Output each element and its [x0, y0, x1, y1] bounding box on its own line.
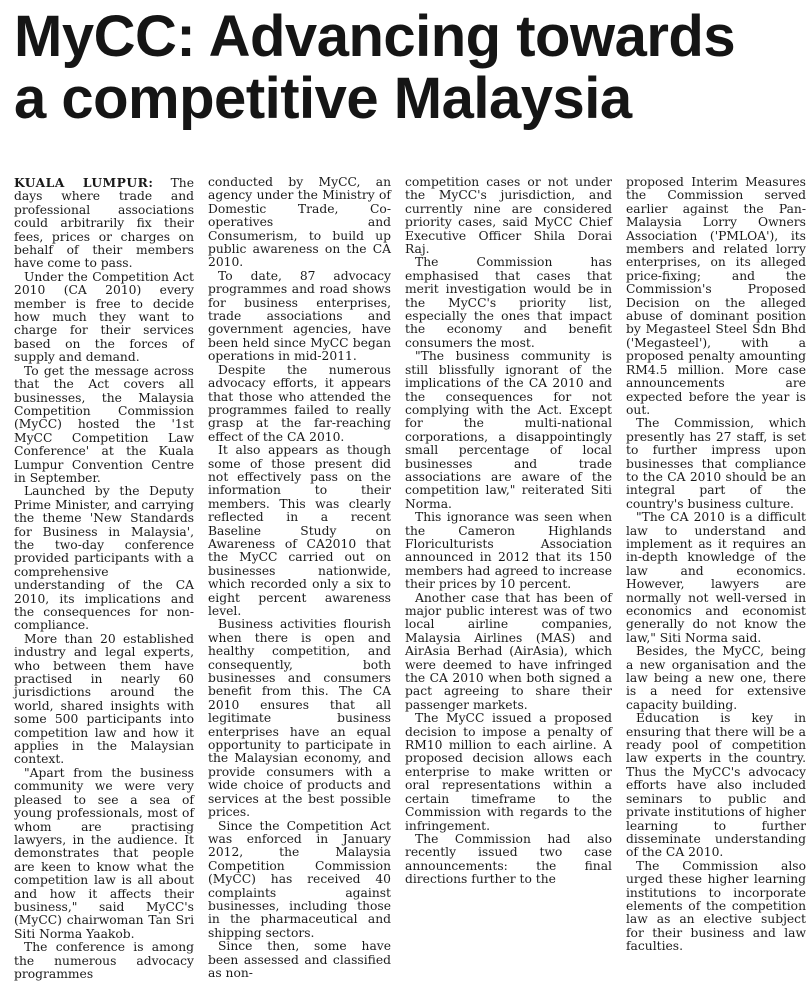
paragraph: Launched by the Deputy Prime Minister, and carrying the theme 'New Standards for Business in Malaysia', the two-day conference provided participants with a comprehensive understanding of the CA 2010, its implications and the consequences for non-compliance.	[14, 484, 194, 633]
paragraph: The Commission has emphasised that cases that merit investigation would be in the MyCC's priority list, especially the ones that impact the economy and benefit consumers the most.	[405, 255, 612, 350]
paragraph	[14, 176, 194, 271]
paragraph: Besides, the MyCC, being a new organisation and the law being a new one, there is a need for extensive capacity building.	[626, 644, 806, 712]
paragraph: competition cases or not under the MyCC's jurisdiction, and currently nine are considered priority cases, said MyCC Chief Executive Officer Shila Dorai Raj.	[405, 175, 612, 257]
paragraph: "Apart from the business community we were very pleased to see a sea of young professionals, most of whom are practising lawyers, in the audience. It demonstrates that people are keen to know what the competition law is all about and how it affects their business," said MyCC's (MyCC) chairwoman Tan Sri Siti Norma Yaakob.	[14, 765, 194, 941]
paragraph: The Commission, which presently has 27 staff, is set to further impress upon businesses that compliance to the CA 2010 should be an integral part of the country's business culture.	[626, 416, 806, 511]
headline-line-2: a competitive Malaysia	[14, 66, 632, 131]
paragraph: The MyCC issued a proposed decision to impose a penalty of RM10 million to each airline. A proposed decision allows each enterprise to make written or oral representations within a certain timeframe to the Commission with regards to the infringement.	[405, 711, 612, 833]
article-columns	[14, 175, 806, 981]
paragraph: Under the Competition Act 2010 (CA 2010) every member is free to decide how much they want to charge for their services based on the forces of supply and demand.	[14, 269, 194, 365]
paragraph: Since then, some have been assessed and classified as non-	[208, 939, 391, 980]
paragraph: Since the Competition Act was enforced in January 2012, the Malaysia Competition Commission (MyCC) has received 40 complaints against businesses, including those in the pharmaceutical and shipping sectors.	[208, 818, 391, 940]
paragraph: The Commission also urged these higher learning institutions to incorporate elements of the competition law as an elective subject for their business and law faculties.	[626, 858, 806, 954]
paragraph: It also appears as though some of those present did not effectively pass on the information to their members. This was clearly reflected in a recent Baseline Study on Awareness of CA2010 that the MyCC carried out on businesses nationwide, which recorded only a six to eight percent awareness level.	[208, 443, 391, 618]
paragraph: "The CA 2010 is a difficult law to understand and implement as it requires an in-depth knowledge of the law and economics. However, lawyers are normally not well-versed in economics and economist generally do not know the law," Siti Norma said.	[626, 510, 806, 645]
paragraph: Despite the numerous advocacy efforts, it appears that those who attended the programmes failed to really grasp at the far-reaching effect of the CA 2010.	[208, 362, 391, 444]
paragraph: Business activities flourish when there is open and healthy competition, and consequently, both businesses and consumers benefit from this. The CA 2010 ensures that all legitimate business enterprises have an equal opportunity to participate in the Malaysian economy, and provide consumers with a wide choice of products and services at the best possible prices.	[208, 617, 391, 820]
paragraph: This ignorance was seen when the Cameron Highlands Floriculturists Association announced in 2012 that its 150 members had agreed to increase their prices by 10 percent.	[405, 510, 612, 592]
column-3	[405, 176, 612, 981]
paragraph: More than 20 established industry and legal experts, who between them have practised in nearly 60 jurisdictions around the world, shared insights with some 500 participants into competition law and how it applies in the Malaysian context.	[14, 631, 194, 767]
column-1	[14, 176, 194, 981]
paragraph: conducted by MyCC, an agency under the Ministry of Domestic Trade, Co-operatives and Consumerism, to build up public awareness on the CA 2010.	[208, 175, 391, 270]
paragraph-text: The days where trade and professional associations could arbitrarily fix their fees, prices or charges on behalf of their members have come to pass.	[14, 176, 194, 271]
paragraph: proposed Interim Measures the Commission served earlier against the Pan-Malaysia Lorry Owners Association ('PMLOA'), its members and related lorry enterprises, on its alleged price-fixing; and the Commission's Proposed Decision on the alleged abuse of dominant position by Megasteel Steel Sdn Bhd ('Megasteel'), with a proposed penalty amounting RM4.5 million. More case announcements are expected before the year is out.	[626, 175, 806, 417]
paragraph: To date, 87 advocacy programmes and road shows for business enterprises, trade associations and government agencies, have been held since MyCC began operations in mid-2011.	[208, 268, 391, 364]
headline	[14, 6, 794, 130]
headline-line-1: MyCC: Advancing towards	[14, 4, 736, 69]
paragraph: Another case that has been of major public interest was of two local airline companies, Malaysia Airlines (MAS) and AirAsia Berhad (AirAsia), which were deemed to have infringed the CA 2010 when both signed a pact agreeing to share their passenger markets.	[405, 590, 612, 712]
column-2	[208, 176, 391, 981]
paragraph: To get the message across that the Act covers all businesses, the Malaysia Competition Commission (MyCC) hosted the '1st MyCC Competition Law Conference' at the Kuala Lumpur Convention Centre in September.	[14, 363, 194, 485]
paragraph: The conference is among the numerous advocacy programmes	[14, 940, 194, 981]
dateline: KUALA LUMPUR:	[14, 175, 154, 190]
paragraph: Education is key in ensuring that there will be a ready pool of competition law experts in the country. Thus the MyCC's advocacy efforts have also included seminars to public and private institutions of higher learning to further disseminate understanding of the CA 2010.	[626, 711, 806, 860]
paragraph: "The business community is still blissfully ignorant of the implications of the CA 2010 and the consequences for not complying with the Act. Except for the multi-national corporations, a disappointingly small percentage of local businesses and trade associations are aware of the competition law," reiterated Siti Norma.	[405, 349, 612, 511]
column-4	[626, 176, 806, 981]
paragraph: The Commission had also recently issued two case announcements: the final directions further to the	[405, 831, 612, 887]
